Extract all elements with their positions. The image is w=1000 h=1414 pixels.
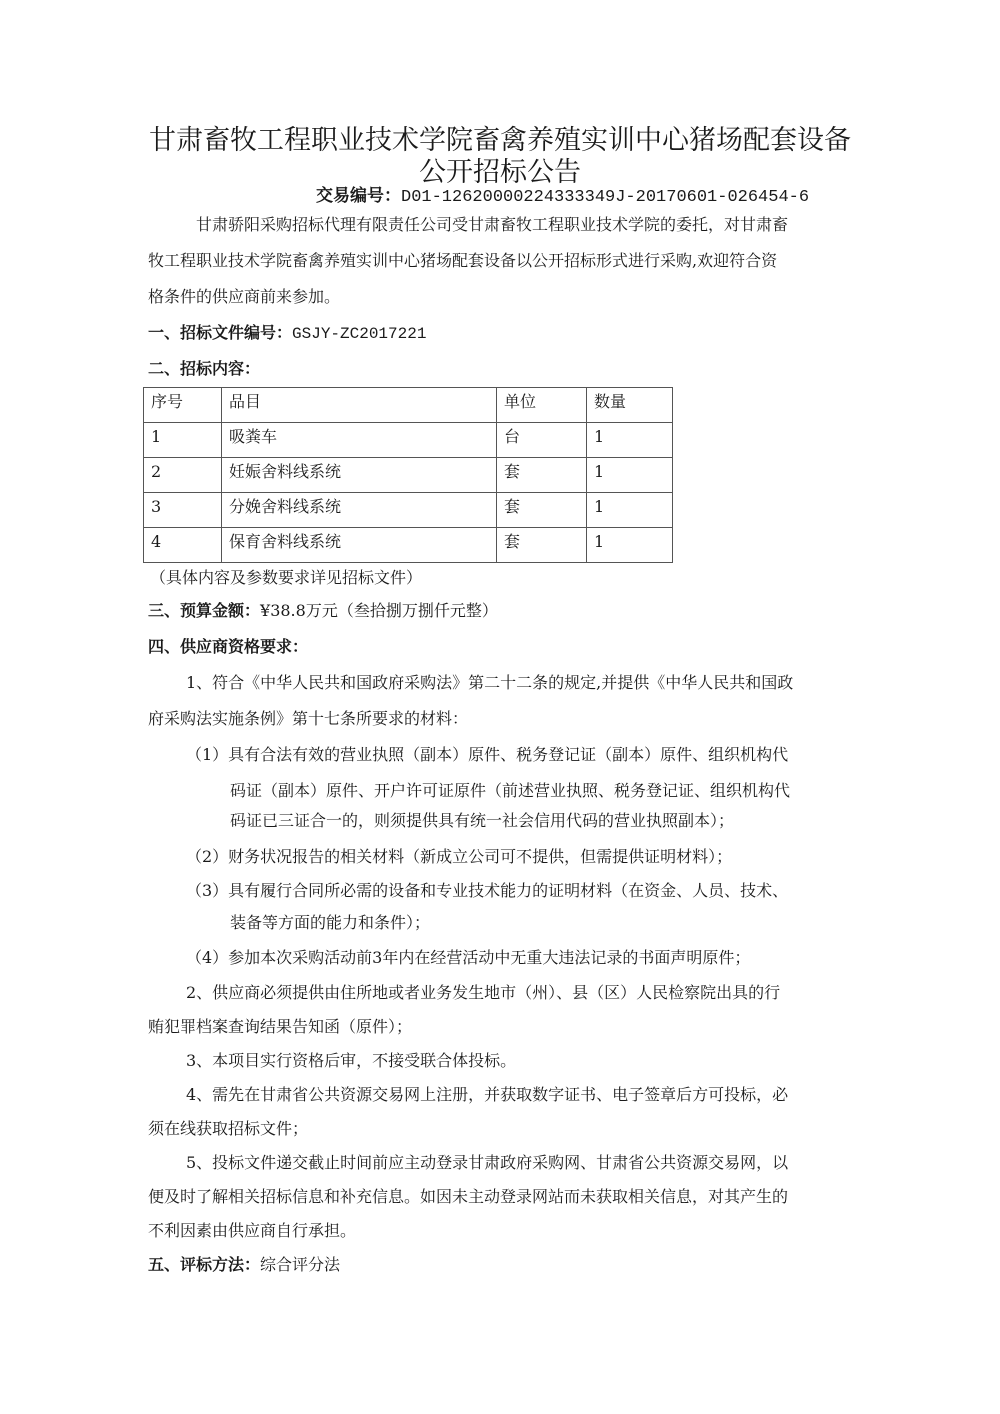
requirement-1-sub-3-line-1: （3）具有履行合同所必需的设备和专业技术能力的证明材料（在资金、人员、技术、 <box>186 881 789 900</box>
requirement-3: 3、本项目实行资格后审，不接受联合体投标。 <box>186 1051 517 1070</box>
intro-line-3: 格条件的供应商前来参加。 <box>148 287 341 306</box>
requirement-1-sub-1-line-3: 码证已三证合一的，则须提供具有统一社会信用代码的营业执照副本）； <box>230 811 735 830</box>
section-5-heading: 五、评标方法： <box>148 1255 261 1274</box>
table-header-cell: 序号 <box>144 388 222 423</box>
table-cell: 套 <box>497 458 587 493</box>
table-header-cell: 单位 <box>497 388 587 423</box>
table-cell: 1 <box>587 528 673 563</box>
table-cell: 3 <box>144 493 222 528</box>
section-1 <box>148 320 426 343</box>
table-row <box>144 423 673 458</box>
evaluation-method: 综合评分法 <box>260 1255 341 1274</box>
tender-file-number: GSJY-ZC2017221 <box>292 325 427 343</box>
requirement-2-line-1: 2、供应商必须提供由住所地或者业务发生地市（州）、县（区）人民检察院出具的行 <box>186 983 781 1002</box>
table-header-cell: 数量 <box>587 388 673 423</box>
table-cell: 1 <box>587 493 673 528</box>
requirement-1-line-1: 1、符合《中华人民共和国政府采购法》第二十二条的规定,并提供《中华人民共和国政 <box>186 673 794 692</box>
table-cell: 1 <box>587 423 673 458</box>
table-row <box>144 458 673 493</box>
transaction-number-value: D01-12620000224333349J-20170601-026454-6 <box>401 188 810 207</box>
table-cell: 1 <box>587 458 673 493</box>
table-cell: 分娩舍料线系统 <box>222 493 497 528</box>
section-3-heading: 三、预算金额： <box>148 601 261 620</box>
table-cell: 妊娠舍料线系统 <box>222 458 497 493</box>
table-header-row <box>144 388 673 423</box>
table-cell: 台 <box>497 423 587 458</box>
table-header-cell: 品目 <box>222 388 497 423</box>
document-title: 甘肃畜牧工程职业技术学院畜禽养殖实训中心猪场配套设备 <box>149 125 851 156</box>
section-5 <box>148 1252 340 1275</box>
table-cell: 套 <box>497 493 587 528</box>
table-row <box>144 493 673 528</box>
intro-line-2: 牧工程职业技术学院畜禽养殖实训中心猪场配套设备以公开招标形式进行采购,欢迎符合资 <box>148 251 778 270</box>
table-cell: 2 <box>144 458 222 493</box>
requirement-2-line-2: 贿犯罪档案查询结果告知函（原件）； <box>148 1017 413 1036</box>
requirement-5-line-3: 不利因素由供应商自行承担。 <box>148 1221 357 1240</box>
table-cell: 吸粪车 <box>222 423 497 458</box>
section-2-heading: 二、招标内容： <box>148 359 261 378</box>
table-row <box>144 528 673 563</box>
tender-items-table <box>143 387 673 563</box>
transaction-number <box>316 181 809 207</box>
requirement-5-line-2: 便及时了解相关招标信息和补充信息。如因未主动登录网站而未获取相关信息，对其产生的 <box>148 1187 789 1206</box>
requirement-1-sub-1-line-1: （1）具有合法有效的营业执照（副本）原件、税务登记证（副本）原件、组织机构代 <box>186 745 789 764</box>
section-3 <box>148 598 498 621</box>
requirement-4-line-2: 须在线获取招标文件； <box>148 1119 309 1138</box>
section-4-heading: 四、供应商资格要求： <box>148 637 309 656</box>
intro-line-1: 甘肃骄阳采购招标代理有限责任公司受甘肃畜牧工程职业技术学院的委托，对甘肃畜 <box>196 215 789 234</box>
budget-amount: ¥38.8万元（叁拾捌万捌仟元整） <box>260 601 498 620</box>
document-subtitle: 公开招标公告 <box>419 157 581 188</box>
requirement-1-sub-2: （2）财务状况报告的相关材料（新成立公司可不提供，但需提供证明材料）； <box>186 847 733 866</box>
requirement-1-sub-3-line-2: 装备等方面的能力和条件）； <box>230 913 431 932</box>
table-cell: 4 <box>144 528 222 563</box>
requirement-5-line-1: 5、投标文件递交截止时间前应主动登录甘肃政府采购网、甘肃省公共资源交易网，以 <box>186 1153 789 1172</box>
requirement-1-sub-4: （4）参加本次采购活动前3年内在经营活动中无重大违法记录的书面声明原件； <box>186 948 751 967</box>
transaction-number-label: 交易编号： <box>316 186 401 206</box>
requirement-1-sub-1-line-2: 码证（副本）原件、开户许可证原件（前述营业执照、税务登记证、组织机构代 <box>230 781 791 800</box>
table-cell: 1 <box>144 423 222 458</box>
table-note: （具体内容及参数要求详见招标文件） <box>150 568 423 587</box>
requirement-1-line-2: 府采购法实施条例》第十七条所要求的材料： <box>148 709 469 728</box>
requirement-4-line-1: 4、需先在甘肃省公共资源交易网上注册，并获取数字证书、电子签章后方可投标，必 <box>186 1085 789 1104</box>
table-cell: 保育舍料线系统 <box>222 528 497 563</box>
section-1-heading: 一、招标文件编号： <box>148 323 293 342</box>
table-cell: 套 <box>497 528 587 563</box>
